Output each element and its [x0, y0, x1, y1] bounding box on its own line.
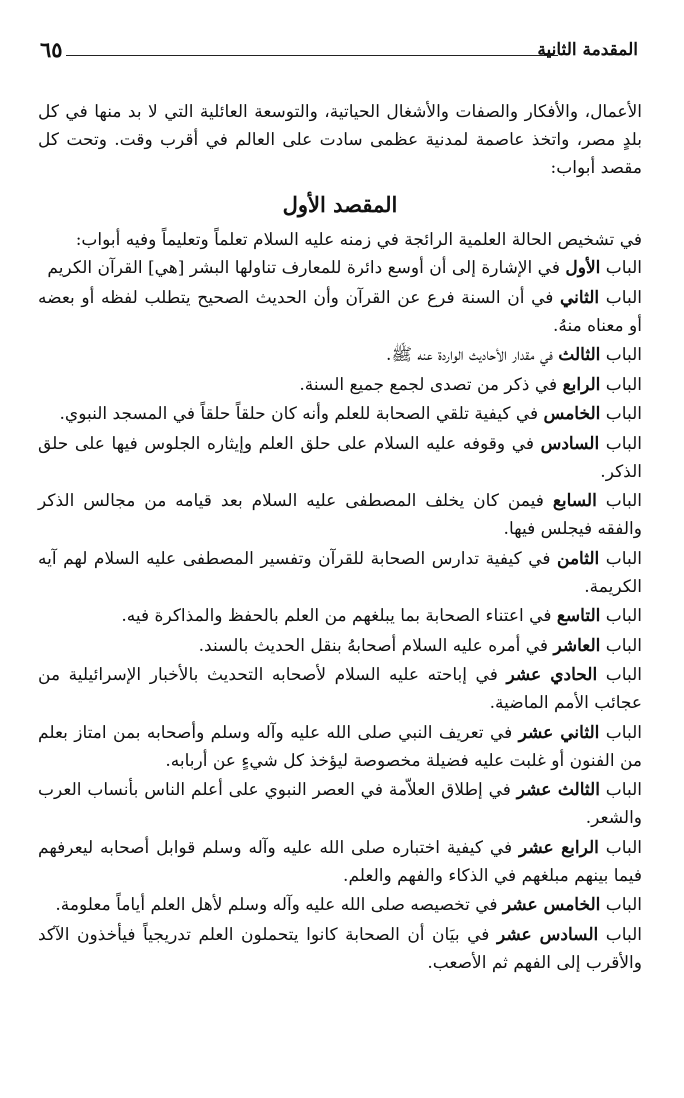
chapter-item: [38, 834, 642, 890]
chapter-prefix: الباب: [596, 491, 642, 511]
chapter-item: [38, 284, 642, 340]
chapter-prefix: الباب: [599, 780, 642, 800]
chapter-item: [38, 661, 642, 717]
section-heading: المقصد الأول: [282, 192, 398, 217]
section-intro: في تشخيص الحالة العلمية الرائجة في زمنه عليه السلام تعلماً وتعليماً وفيه أبواب:: [75, 230, 642, 250]
chapter-item: [38, 400, 642, 428]
chapter-text: فيمن كان يخلف المصطفى عليه السلام بعد قيامه من مجالس الذكر والفقه فيجلس فيها.: [38, 491, 642, 539]
chapter-text: في وقوفه عليه السلام على حلق العلم وإيثاره الجلوس فيها على حلق الذكر.: [38, 433, 642, 482]
chapter-text: في أن السنة فرع عن القرآن وأن الحديث الصحيح يتطلب لفظه أو بعضه أو معناه منهُ.: [38, 287, 642, 336]
chapter-ordinal: الرابع: [562, 374, 601, 395]
chapter-prefix: الباب: [599, 548, 642, 569]
chapter-ordinal: الرابع عشر: [519, 837, 599, 858]
chapter-ordinal: السادس: [540, 433, 600, 454]
chapter-text: في إطلاق العلاّمة في العصر النبوي على أعلم الناس بأنساب العرب والشعر.: [38, 780, 642, 828]
chapter-ordinal: الأول: [565, 258, 601, 278]
chapter-text: في إباحته عليه السلام لأصحابه التحديث بالأخبار الإسرائيلية من عجائب الأمم الماضية.: [38, 665, 642, 713]
chapter-ordinal: الخامس عشر: [502, 895, 601, 915]
chapter-ordinal: العاشر: [553, 635, 601, 656]
chapter-prefix: الباب: [599, 433, 642, 454]
chapter-prefix: الباب: [599, 722, 642, 743]
chapter-text: في تعريف النبي صلى الله عليه وآله وسلم وأصحابه بمن امتاز بعلم من الفنون أو غلبت عليه فضيلة مخصوصة ليؤخذ كل شيءٍ عن أربابه.: [38, 722, 642, 771]
chapter-item: [38, 632, 642, 660]
chapter-text: في مقدار الأحاديث الواردة عنه ﷺ.: [386, 345, 559, 365]
chapter-item: [38, 719, 642, 775]
chapter-prefix: الباب: [599, 287, 642, 308]
chapter-text: في أمره عليه السلام أصحابهُ بنقل الحديث بالسند.: [198, 635, 554, 656]
page-header: [40, 38, 638, 64]
chapter-ordinal: الثالث عشر: [516, 780, 600, 800]
header-rule: [66, 55, 558, 56]
chapter-text: في كيفية اختباره صلى الله عليه وآله وسلم قوابل أصحابه ليعرفهم فيما بينهم مبلغهم في الذكاء والفهم والعلم.: [38, 837, 642, 886]
page-number: ٦٥: [40, 37, 63, 62]
chapter-prefix: الباب: [600, 895, 642, 915]
chapter-item: [38, 776, 642, 832]
chapter-text: في الإشارة إلى أن أوسع دائرة للمعارف تناولها البشر [هي] القرآن الكريم: [47, 258, 566, 278]
chapter-item: [38, 341, 642, 369]
chapter-item: [38, 545, 642, 601]
chapter-text: في كيفية تلقي الصحابة للعلم وأنه كان حلقاً حلقاً في المسجد النبوي.: [59, 404, 544, 424]
page-body: [38, 98, 642, 978]
chapter-ordinal: السادس عشر: [496, 924, 599, 945]
chapter-text: في كيفية تدارس الصحابة للقرآن وتفسير المصطفى عليه السلام لهم آيه الكريمة.: [38, 548, 642, 597]
chapter-ordinal: الثاني عشر: [518, 722, 600, 743]
chapter-prefix: الباب: [600, 345, 642, 365]
chapter-ordinal: الخامس: [543, 404, 601, 424]
chapter-prefix: الباب: [600, 635, 642, 656]
chapter-prefix: الباب: [598, 924, 642, 945]
chapter-item: [38, 371, 642, 399]
chapter-prefix: الباب: [600, 374, 642, 395]
chapter-prefix: الباب: [600, 606, 642, 626]
chapter-ordinal: الثامن: [557, 548, 600, 569]
chapter-item: [38, 921, 642, 977]
intro-paragraph: الأعمال، والأفكار والصفات والأشغال الحياتية، والتوسعة العائلية التي لا بد منها في كل بلدٍ مصر، واتخذ عاصمة لمدنية عظمى سادت على العالم في أقرب وقت. وتحت كل مقصد أبواب:: [38, 102, 642, 178]
chapter-item: [38, 602, 642, 630]
chapter-item: [38, 891, 642, 919]
running-head: المقدمة الثانية: [537, 40, 638, 60]
chapter-ordinal: الثالث: [558, 345, 601, 365]
chapter-text: في تخصيصه صلى الله عليه وآله وسلم لأهل العلم أياماً معلومة.: [55, 895, 503, 915]
chapter-text: في اعتناء الصحابة بما يبلغهم من العلم بالحفظ والمذاكرة فيه.: [121, 606, 557, 626]
chapter-item: [38, 430, 642, 486]
chapter-text: في ذكر من تصدى لجمع جميع السنة.: [299, 374, 563, 395]
chapter-item: [38, 254, 642, 282]
chapter-prefix: الباب: [600, 258, 642, 278]
chapter-ordinal: الثاني: [560, 287, 600, 308]
chapter-ordinal: التاسع: [556, 606, 601, 626]
chapter-ordinal: السابع: [552, 491, 597, 511]
chapter-list: [38, 254, 642, 977]
chapter-ordinal: الحادي عشر: [506, 665, 598, 685]
chapter-prefix: الباب: [597, 665, 642, 685]
chapter-item: [38, 487, 642, 543]
chapter-prefix: الباب: [598, 837, 642, 858]
chapter-prefix: الباب: [600, 404, 642, 424]
chapter-text: في بيَان أن الصحابة كانوا يتحملون العلم تدريجياً فيأخذون الآكد والأقرب إلى الفهم ثم الأصعب.: [38, 924, 642, 973]
